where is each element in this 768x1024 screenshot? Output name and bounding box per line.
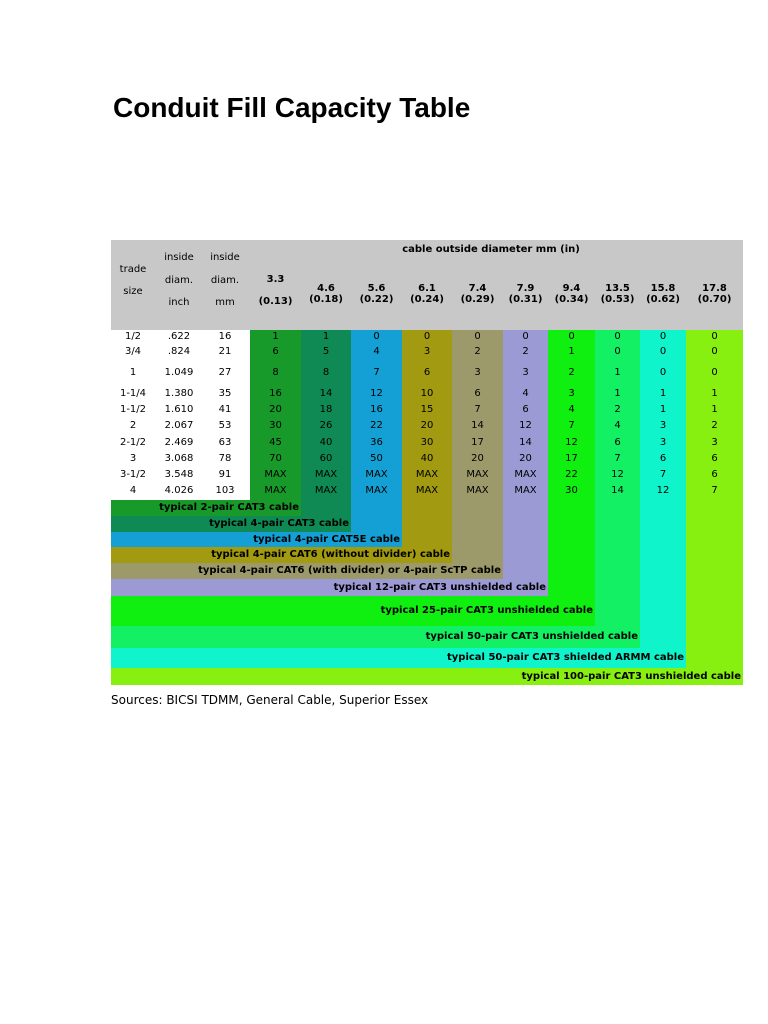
fill-count-cell: 0 bbox=[614, 346, 621, 357]
fill-count-cell: MAX bbox=[314, 485, 338, 496]
inside-diam-inch-cell: .824 bbox=[167, 346, 191, 357]
fill-count-cell: 1 bbox=[614, 367, 621, 378]
fill-count-cell: 5 bbox=[322, 346, 330, 357]
cable-band-label-7: typical 25-pair CAT3 unshielded cable bbox=[380, 605, 593, 616]
inside-diam-inch-cell: 2.067 bbox=[164, 420, 194, 431]
fill-count-cell: 0 bbox=[423, 331, 431, 342]
fill-count-cell: 12 bbox=[611, 469, 624, 480]
cable-od-inch-3: (0.22) bbox=[359, 294, 394, 305]
fill-count-cell: 0 bbox=[474, 331, 481, 342]
cable-od-mm-1: 3.3 bbox=[266, 274, 285, 285]
cable-band-label-6: typical 12-pair CAT3 unshielded cable bbox=[333, 581, 546, 593]
cable-od-inch-9: (0.62) bbox=[646, 294, 680, 305]
trade-size-cell: 2-1/2 bbox=[119, 437, 147, 448]
fill-count-cell: MAX bbox=[365, 469, 388, 480]
cable-od-mm-5: 7.4 bbox=[468, 283, 487, 294]
cable-band-label-2: typical 4-pair CAT3 cable bbox=[209, 518, 349, 529]
inside-diam-inch-cell: 1.610 bbox=[164, 404, 194, 415]
cable-od-inch-4: (0.24) bbox=[410, 294, 444, 305]
fill-count-cell: MAX bbox=[415, 485, 439, 496]
inside-diam-mm-cell: 21 bbox=[218, 346, 232, 357]
fill-count-cell: 3 bbox=[423, 346, 431, 357]
cable-band-label-4: typical 4-pair CAT6 (without divider) cable bbox=[211, 549, 450, 560]
fill-count-cell: 6 bbox=[474, 388, 481, 399]
fill-count-cell: MAX bbox=[314, 469, 338, 480]
trade-size-cell: 3 bbox=[129, 453, 137, 464]
fill-count-cell: 0 bbox=[614, 331, 621, 342]
fill-count-cell: 50 bbox=[370, 453, 383, 464]
inside-diam-mm-cell: 53 bbox=[218, 420, 232, 431]
fill-count-cell: 2 bbox=[474, 346, 481, 357]
inside-diam-inch-cell: 1.049 bbox=[164, 367, 194, 378]
inside-diam-inch-cell: 3.068 bbox=[164, 453, 194, 464]
inside-inch-label: inside bbox=[164, 252, 194, 263]
fill-count-cell: 1 bbox=[659, 404, 667, 415]
fill-count-cell: 4 bbox=[614, 420, 621, 431]
cable-od-inch-7: (0.34) bbox=[554, 294, 589, 305]
fill-count-cell: 2 bbox=[522, 346, 529, 357]
cable-od-inch-1: (0.13) bbox=[258, 296, 293, 307]
cable-band-label-10: typical 100-pair CAT3 unshielded cable bbox=[521, 670, 741, 682]
fill-count-cell: 30 bbox=[420, 437, 434, 448]
trade-size-cell: 1/2 bbox=[124, 331, 142, 342]
fill-count-cell: 14 bbox=[471, 420, 484, 431]
cable-band-label-3: typical 4-pair CAT5E cable bbox=[253, 533, 400, 545]
fill-count-cell: 0 bbox=[711, 346, 718, 357]
cable-od-mm-8: 13.5 bbox=[605, 283, 630, 294]
fill-count-cell: MAX bbox=[466, 469, 489, 480]
fill-count-cell: 1 bbox=[322, 331, 330, 342]
inside-diam-inch-cell: .622 bbox=[167, 331, 191, 342]
fill-count-cell: 36 bbox=[370, 437, 383, 448]
inside-diam-mm-cell: 91 bbox=[218, 469, 232, 480]
fill-count-cell: 0 bbox=[659, 346, 667, 357]
inside-diam-mm-cell: 35 bbox=[218, 388, 232, 399]
cable-band-label-9: typical 50-pair CAT3 shielded ARMM cable bbox=[446, 652, 684, 663]
diam-inch-label: diam. bbox=[164, 275, 194, 286]
mm-unit-label: mm bbox=[215, 297, 235, 308]
fill-count-cell: 0 bbox=[659, 367, 667, 378]
fill-count-cell: 2 bbox=[568, 367, 575, 378]
cable-od-mm-2: 4.6 bbox=[317, 283, 335, 294]
fill-count-cell: 17 bbox=[471, 437, 484, 448]
trade-size-cell: 4 bbox=[129, 485, 137, 496]
trade-size-cell: 3-1/2 bbox=[119, 469, 147, 480]
fill-count-cell: MAX bbox=[514, 469, 537, 480]
inside-diam-mm-cell: 63 bbox=[218, 437, 232, 448]
cable-od-inch-6: (0.31) bbox=[508, 294, 543, 305]
fill-count-cell: MAX bbox=[415, 469, 439, 480]
fill-count-cell: 12 bbox=[565, 437, 578, 448]
fill-count-cell: 40 bbox=[420, 453, 434, 464]
conduit-fill-table bbox=[111, 240, 743, 685]
cable-od-mm-7: 9.4 bbox=[562, 283, 581, 294]
cable-od-inch-2: (0.18) bbox=[309, 294, 343, 305]
fill-count-cell: 4 bbox=[373, 346, 380, 357]
fill-count-cell: MAX bbox=[264, 485, 287, 496]
fill-count-cell: 2 bbox=[614, 404, 621, 415]
fill-count-cell: MAX bbox=[365, 485, 388, 496]
fill-count-cell: 6 bbox=[711, 453, 718, 464]
fill-count-cell: 3 bbox=[568, 388, 575, 399]
fill-count-cell: MAX bbox=[264, 469, 287, 480]
fill-count-cell: 20 bbox=[269, 404, 282, 415]
inside-diam-mm-cell: 103 bbox=[215, 485, 235, 496]
fill-count-cell: 17 bbox=[565, 453, 578, 464]
inside-mm-label: inside bbox=[210, 252, 240, 263]
fill-count-cell: 1 bbox=[272, 331, 279, 342]
trade-label: trade bbox=[119, 264, 147, 275]
fill-count-cell: 16 bbox=[269, 388, 282, 399]
inside-diam-inch-cell: 2.469 bbox=[164, 437, 194, 448]
fill-count-cell: 6 bbox=[614, 437, 621, 448]
fill-count-cell: 0 bbox=[568, 331, 575, 342]
fill-count-cell: 16 bbox=[370, 404, 383, 415]
diam-mm-label: diam. bbox=[210, 275, 240, 286]
fill-count-cell: 7 bbox=[474, 404, 481, 415]
fill-count-cell: 8 bbox=[322, 367, 330, 378]
fill-count-cell: 3 bbox=[522, 367, 529, 378]
fill-count-cell: 14 bbox=[319, 388, 333, 399]
fill-count-cell: 12 bbox=[519, 420, 532, 431]
fill-count-cell: 7 bbox=[373, 367, 380, 378]
inside-diam-inch-cell: 1.380 bbox=[164, 388, 194, 399]
inside-diam-mm-cell: 41 bbox=[218, 404, 232, 415]
cable-od-mm-10: 17.8 bbox=[702, 283, 727, 294]
cable-od-inch-8: (0.53) bbox=[600, 294, 635, 305]
fill-count-cell: MAX bbox=[514, 485, 537, 496]
sources-note: Sources: BICSI TDMM, General Cable, Superior Essex bbox=[111, 693, 429, 707]
trade-size-cell: 3/4 bbox=[124, 346, 142, 357]
fill-count-cell: 4 bbox=[568, 404, 575, 415]
inch-unit-label: inch bbox=[168, 297, 190, 308]
fill-count-cell: 7 bbox=[614, 453, 621, 464]
trade-size-cell: 2 bbox=[129, 420, 137, 431]
trade-size-cell: 1 bbox=[129, 367, 137, 378]
fill-count-cell: 6 bbox=[711, 469, 718, 480]
cable-od-inch-10: (0.70) bbox=[697, 294, 732, 305]
fill-count-cell: 20 bbox=[471, 453, 484, 464]
inside-diam-inch-cell: 3.548 bbox=[164, 469, 194, 480]
cable-column-bg-9 bbox=[640, 330, 686, 668]
fill-count-cell: 20 bbox=[519, 453, 532, 464]
fill-count-cell: 14 bbox=[611, 485, 624, 496]
fill-count-cell: 6 bbox=[522, 404, 529, 415]
fill-count-cell: 15 bbox=[420, 404, 434, 415]
fill-count-cell: 45 bbox=[269, 437, 282, 448]
fill-count-cell: 12 bbox=[370, 388, 383, 399]
inside-diam-mm-cell: 16 bbox=[218, 331, 232, 342]
fill-count-cell: 6 bbox=[659, 453, 667, 464]
cable-od-inch-5: (0.29) bbox=[460, 294, 495, 305]
cable-od-mm-3: 5.6 bbox=[367, 283, 386, 294]
inside-diam-mm-cell: 27 bbox=[218, 367, 232, 378]
fill-count-cell: 0 bbox=[522, 331, 529, 342]
cable-od-mm-4: 6.1 bbox=[418, 283, 436, 294]
fill-count-cell: 18 bbox=[319, 404, 333, 415]
fill-count-cell: 30 bbox=[269, 420, 282, 431]
fill-count-cell: 3 bbox=[659, 420, 667, 431]
fill-count-cell: 10 bbox=[420, 388, 434, 399]
cable-band-label-1: typical 2-pair CAT3 cable bbox=[159, 502, 299, 513]
fill-count-cell: 6 bbox=[423, 367, 431, 378]
fill-count-cell: 20 bbox=[420, 420, 434, 431]
fill-count-cell: 0 bbox=[659, 331, 667, 342]
fill-count-cell: 3 bbox=[659, 437, 667, 448]
fill-count-cell: 22 bbox=[565, 469, 578, 480]
cable-od-mm-6: 7.9 bbox=[516, 283, 535, 294]
fill-count-cell: 3 bbox=[474, 367, 481, 378]
fill-count-cell: 70 bbox=[269, 453, 282, 464]
fill-count-cell: 1 bbox=[659, 388, 667, 399]
fill-count-cell: 7 bbox=[711, 485, 718, 496]
fill-count-cell: 3 bbox=[711, 437, 718, 448]
fill-count-cell: 7 bbox=[659, 469, 667, 480]
fill-count-cell: 22 bbox=[370, 420, 383, 431]
fill-count-cell: 1 bbox=[614, 388, 621, 399]
fill-count-cell: 0 bbox=[711, 331, 718, 342]
fill-count-cell: 26 bbox=[319, 420, 333, 431]
fill-count-cell: 6 bbox=[272, 346, 279, 357]
cable-column-bg-10 bbox=[686, 330, 743, 685]
inside-diam-inch-cell: 4.026 bbox=[164, 485, 194, 496]
page-title: Conduit Fill Capacity Table bbox=[113, 92, 471, 123]
cable-band-label-8: typical 50-pair CAT3 unshielded cable bbox=[425, 631, 638, 642]
fill-count-cell: 1 bbox=[568, 346, 575, 357]
fill-count-cell: MAX bbox=[466, 485, 489, 496]
inside-diam-mm-cell: 78 bbox=[218, 453, 232, 464]
fill-count-cell: 30 bbox=[565, 485, 578, 496]
fill-count-cell: 8 bbox=[272, 367, 279, 378]
trade-size-cell: 1-1/2 bbox=[119, 404, 147, 415]
cable-band-label-5: typical 4-pair CAT6 (with divider) or 4-pair ScTP cable bbox=[198, 565, 501, 576]
fill-count-cell: 60 bbox=[319, 453, 333, 464]
fill-count-cell: 7 bbox=[568, 420, 575, 431]
size-label: size bbox=[123, 286, 143, 297]
fill-count-cell: 2 bbox=[711, 420, 718, 431]
cable-od-mm-9: 15.8 bbox=[650, 283, 676, 294]
fill-count-cell: 0 bbox=[373, 331, 380, 342]
fill-count-cell: 1 bbox=[711, 388, 718, 399]
fill-count-cell: 14 bbox=[519, 437, 532, 448]
fill-count-cell: 0 bbox=[711, 367, 718, 378]
fill-count-cell: 4 bbox=[522, 388, 529, 399]
fill-count-cell: 1 bbox=[711, 404, 718, 415]
fill-count-cell: 12 bbox=[656, 485, 670, 496]
trade-size-cell: 1-1/4 bbox=[119, 388, 147, 399]
fill-count-cell: 40 bbox=[319, 437, 333, 448]
cable-od-heading: cable outside diameter mm (in) bbox=[402, 244, 580, 255]
